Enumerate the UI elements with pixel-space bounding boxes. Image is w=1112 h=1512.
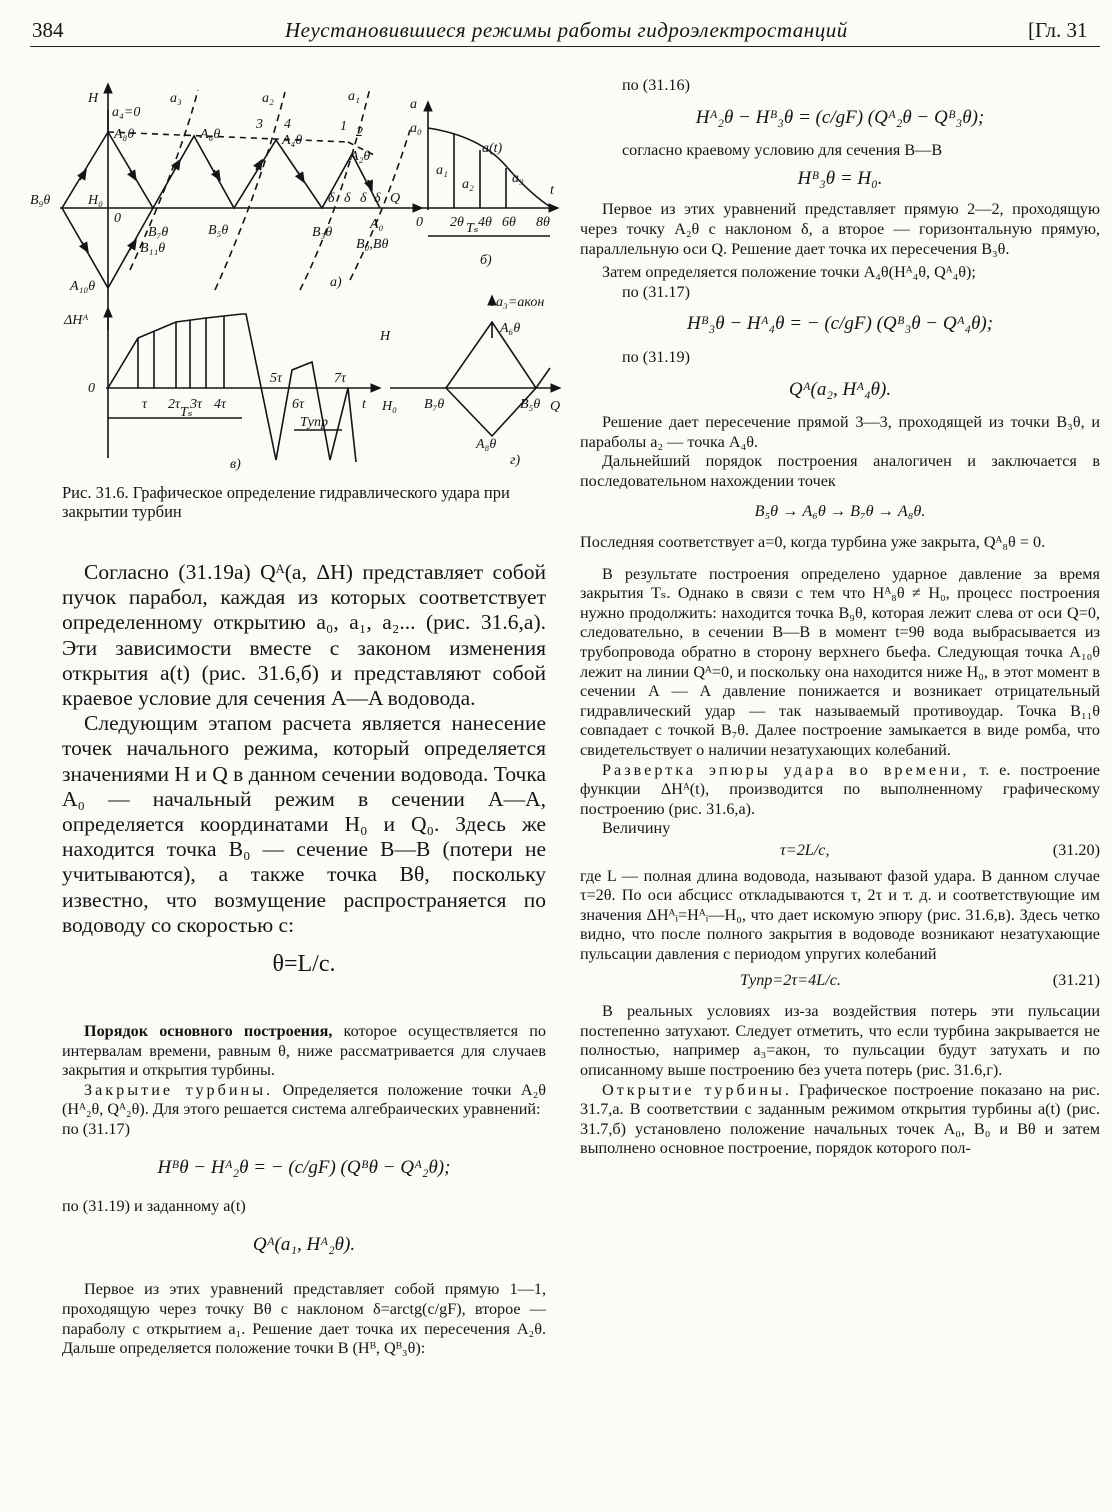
svg-text:a₁: a₁ [348, 89, 360, 104]
chapter-label: [Гл. 31 [1028, 18, 1088, 42]
opening-heading: Открытие турбины. [602, 1080, 792, 1099]
panel-d [390, 296, 560, 436]
paragraph: Согласно (31.19а) Qᴬ(a, ΔH) представляет собой пучок парабол, каждая из которых соответствует определенному открытию a₀, a₁, a₂... (рис. 31.6,а). Эти зависимости вместе с законом изменения открытия a(t) (рис. 31.6,б) и представляют собой краевое условие для сечения A—A водовода. [62, 560, 546, 711]
panel-a-labels [30, 89, 400, 294]
panel-d-labels [379, 295, 560, 468]
svg-text:B₅θ: B₅θ [208, 223, 229, 238]
panel-d-diamond [446, 322, 536, 436]
equation: Qᴬ(a₁, Hᴬ₂θ). [252, 1233, 356, 1255]
svg-text:δ: δ [360, 191, 367, 206]
svg-text:A₄θ: A₄θ [282, 133, 303, 148]
svg-text:δ: δ [374, 191, 381, 206]
svg-text:A₈θ: A₈θ [476, 437, 497, 452]
svg-text:a₃: a₃ [512, 171, 524, 186]
svg-text:B₁₁θ: B₁₁θ [140, 241, 166, 256]
equation-31-21: Tупр=2τ=4L/c. (31.21) [740, 970, 1100, 989]
sweep-heading: Развертка эпюры удара во времени, [602, 760, 970, 779]
svg-text:B₃θ: B₃θ [312, 225, 333, 240]
equation: Hᴮθ − Hᴬ₂θ = − (c/gF) (Qᴮθ − Qᴬ₂θ); [157, 1156, 451, 1178]
svg-text:a(t): a(t) [482, 141, 503, 156]
figure-31-6 [30, 70, 570, 480]
svg-text:A₆θ: A₆θ [500, 321, 521, 336]
paragraph: Последняя соответствует a=0, когда турбина уже закрыта, Qᴬ₈θ = 0. [580, 533, 1046, 552]
svg-text:3: 3 [256, 117, 263, 132]
svg-text:a₁: a₁ [436, 163, 448, 178]
parabola-a2 [215, 92, 285, 290]
svg-text:t: t [550, 183, 554, 198]
svg-text:t: t [362, 397, 366, 412]
svg-text:H₀: H₀ [382, 399, 397, 414]
svg-text:a: a [410, 97, 417, 112]
page-number: 384 [32, 18, 64, 42]
svg-text:B₇θ: B₇θ [148, 225, 169, 240]
left-big-text [62, 560, 546, 977]
svg-text:a): a) [330, 275, 342, 290]
running-title: Неустановившиеся режимы работы гидроэлектростанций [285, 18, 848, 42]
svg-text:B₉θ: B₉θ [30, 193, 51, 208]
basic-heading: Порядок основного построения, [84, 1022, 333, 1040]
panel-b-labels [410, 97, 555, 268]
svg-text:δ: δ [328, 191, 335, 206]
svg-text:б): б) [480, 253, 492, 268]
svg-text:ΔHᴬ: ΔHᴬ [64, 313, 89, 328]
svg-text:в): в) [230, 457, 241, 472]
header-rule [30, 46, 1100, 47]
svg-text:0: 0 [416, 215, 423, 230]
svg-text:a₀: a₀ [410, 121, 422, 136]
svg-text:1: 1 [340, 119, 347, 134]
svg-text:δ: δ [344, 191, 351, 206]
svg-text:Q: Q [550, 399, 561, 414]
paragraph: Первое из этих уравнений представляет собой прямую 1—1, проходящую через точку Bθ с наклоном δ=arctg(c/gF), второе — параболу с открытием a₁. Решение дает точка их пересечения A₂θ. Дальше определяется положение точки B (Hᴮ, Qᴮ₃θ): [62, 1280, 546, 1358]
svg-text:4θ: 4θ [478, 215, 492, 230]
svg-text:a₂: a₂ [262, 91, 274, 106]
paragraph: Следующим этапом расчета является нанесение точек начального режима, который определяется значениями H и Q в данном сечении водовода. Точка A₀ — начальный режим в сечении A—A, определяется координатами H₀ и Q₀. Здесь же находится точка B₀ — сечение B—B (потери не учитываются), а также точка Bθ, поскольку известно, что возмущение распространяется по водоводу со скоростью c: [62, 711, 546, 937]
equation: Hᴮ₃θ − Hᴬ₄θ = − (c/gF) (Qᴮ₃θ − Qᴬ₄θ); [686, 313, 994, 335]
closing-heading: Закрытие турбины. [84, 1080, 274, 1099]
svg-text:A₂θ: A₂θ [350, 149, 371, 164]
theta-equation: θ=L/c. [272, 951, 336, 978]
equation: Hᴬ₂θ − Hᴮ₃θ = (c/gF) (Qᴬ₂θ − Qᴮ₃θ); [695, 106, 985, 128]
equation: Hᴮ₃θ = H₀. [797, 167, 883, 189]
svg-text:B₀,Bθ: B₀,Bθ [356, 237, 389, 252]
svg-text:6τ: 6τ [292, 397, 305, 412]
svg-text:τ: τ [142, 397, 148, 412]
svg-text:0: 0 [114, 211, 121, 226]
svg-text:4: 4 [284, 117, 291, 132]
svg-text:A₈θ: A₈θ [114, 127, 135, 142]
svg-text:2θ: 2θ [450, 215, 464, 230]
paragraph: Дальнейший порядок построения аналогичен и заключается в последовательном нахождении точек [580, 452, 1100, 490]
paragraph: Первое из этих уравнений представляет прямую 2—2, проходящую через точку A₂θ с наклоном δ, а второе — горизонтальную прямую, параллельную оси Q. Решение дает точка их пересечения B₃θ. [580, 200, 1100, 258]
svg-text:a₃: a₃ [170, 91, 182, 106]
svg-text:A₆θ: A₆θ [200, 127, 221, 142]
chain: B₅θ → A₆θ → B₇θ → A₈θ. [754, 501, 926, 520]
parabola-a1 [300, 88, 370, 290]
figure-caption: Рис. 31.6. Графическое определение гидравлического удара при закрытии турбин [62, 483, 510, 521]
svg-text:H: H [380, 329, 391, 344]
svg-text:3τ: 3τ [190, 397, 203, 412]
panel-a [60, 84, 422, 330]
svg-text:2τ: 2τ [168, 397, 181, 412]
svg-text:B₅θ: B₅θ [520, 397, 541, 412]
svg-text:a₂: a₂ [462, 177, 474, 192]
equation: Qᴬ(a₂, Hᴬ₄θ). [788, 378, 892, 400]
svg-text:7τ: 7τ [334, 371, 347, 386]
svg-text:Tₛ: Tₛ [466, 221, 479, 236]
svg-text:Tупр: Tупр [300, 415, 328, 430]
page-header [0, 14, 1112, 48]
panel-a-dashed-line [108, 132, 348, 142]
paragraph: Решение дает пересечение прямой 3—3, проходящей из точки B₃θ, и параболы a₂ — точка A₄θ. [580, 413, 1100, 451]
left-small-text: Порядок основного построения, которое осуществляется по интервалам времени, равным θ, ниже рассматривается для случаев закрытия и открытия турбины. Закрытие турбины. Определяется положение точки A₂θ (Hᴬ₂θ, Qᴬ₂θ). Для этого решается система алгебраических уравнений: по (31.17) Hᴮθ − Hᴬ₂θ = − (c/gF) (Qᴮθ − Qᴬ₂θ); по (31.19) и заданному a(t) Qᴬ(a₁, Hᴬ₂θ). Первое из этих уравнений представляет собой прямую 1—1, проходящую через точку Bθ с наклоном δ=arctg(c/gF), второе — параболу с открытием a₁. Решение дает точка их пересечения A₂θ. Дальше определяется положение точки B (Hᴮ, Qᴮ₃θ): [62, 1022, 546, 1358]
svg-text:Tₛ: Tₛ [180, 405, 193, 420]
svg-text:4τ: 4τ [214, 397, 227, 412]
paragraph: В реальных условиях из-за воздействия потерь эти пульсации постепенно затухают. Следует отметить, что если турбина закрывается не полностью, например a₃=aкон, то пульсации будут затухать и по описанному выше построению без учета потерь (рис. 31.6,г). [580, 1002, 1100, 1079]
svg-text:8θ: 8θ [536, 215, 550, 230]
svg-text:0: 0 [88, 381, 95, 396]
svg-text:A₀: A₀ [370, 217, 384, 232]
svg-text:H₀: H₀ [88, 193, 103, 208]
equation-31-20: τ=2L/c, (31.20) [780, 841, 1100, 859]
svg-text:Q: Q [390, 191, 401, 206]
right-column: по (31.16) Hᴬ₂θ − Hᴮ₃θ = (c/gF) (Qᴬ₂θ − Qᴮ₃θ); согласно краевому условию для сечения B—B Hᴮ₃θ = H₀. Первое из этих уравнений представляет прямую 2—2, проходящую через точку A₂θ с наклоном δ, а второе — горизонтальную прямую, параллельную оси Q. Решение дает точка их пересечения B₃θ. Затем определяется положение точки A₄θ(Hᴬ₄θ, Qᴬ₄θ); по (31.17) Hᴮ₃θ − Hᴬ₄θ = − (c/gF) (Qᴮ₃θ − Qᴬ₄θ); по (31.19) Qᴬ(a₂, Hᴬ₄θ). Решение дает пересечение прямой 3—3, проходящей из точки B₃θ, и параболы a₂ — точка A₄θ. Дальнейший порядок построения аналогичен и заключается в последовательном нахождении точек B₅θ → A₆θ → B₇θ → A₈θ. Последняя соответствует a=0, когда турбина уже закрыта, Qᴬ₈θ = 0. В результате построения определено ударное давление за время закрытия Tₛ. Однако в связи с тем что Hᴬ₈θ ≠ H₀, процесс построения нужно продолжить: находится точка B₉θ, которая лежит слева от оси Q=0, следовательно, в сечении B—B в момент t=9θ вода выбрасывается из трубопровода обратно в сторону верхнего бьефа. Следующая точка A₁₀θ лежит на линии Qᴬ=0, и поскольку она находится ниже H₀, в этот момент в сечении A — A давление понижается и возникает отрицательный гидравлический удар — так называемый противоудар. Точка B₁₁θ совпадает с точкой B₇θ. Далее построение замыкается в виде ромба, что свидетельствует о наличии незатухающих колебаний. Развертка эпюры удара во времени, т. е. построение функции ΔHᴬ(t), производится по выполненному графическому построению (рис. 31.6,а). Величину τ=2L/c, (31.20) где L — полная длина водовода, называют фазой удара. В данном случае τ=2θ. По оси абсцисс откладываются τ, 2τ и т. д. и соответствующие им значения ΔHᴬᵢ=Hᴬᵢ—H₀, что дает искомую эпюру (рис. 31.6,в). Здесь четко видно, что после полного закрытия в водоводе возникают незатухающие пульсации давления с периодом упругих колебаний Tупр=2τ=4L/c. (31.21) В реальных условиях из-за воздействия потерь эти пульсации постепенно затухают. Следует отметить, что если турбина закрывается не полностью, например a₃=aкон, то пульсации будут затухать и по описанному выше построению без учета потерь (рис. 31.6,г). Открытие турбины. Графическое построение показано на рис. 31.7,а. В соответствии с заданным режимом открытия турбины a(t) (рис. 31.7,б) установлено положение начальных точек A₀, B₀ и Bθ и затем выполнено основное построение, порядок которого пол- [580, 76, 1100, 1158]
svg-text:a₃=aкон: a₃=aкон [496, 295, 545, 310]
svg-text:г): г) [510, 453, 521, 468]
svg-text:a₄=0: a₄=0 [112, 105, 141, 120]
svg-text:2: 2 [356, 125, 363, 140]
paragraph: где L — полная длина водовода, называют фазой удара. В данном случае τ=2θ. По оси абсцисс откладываются τ, 2τ и т. д. и соответствующие им значения ΔHᴬᵢ=Hᴬᵢ—H₀, что дает искомую эпюру (рис. 31.6,в). Здесь четко видно, что после полного закрытия в водоводе возникают незатухающие пульсации давления с периодом упругих колебаний [580, 866, 1100, 963]
svg-text:A₁₀θ: A₁₀θ [70, 279, 96, 294]
svg-text:5τ: 5τ [270, 371, 283, 386]
svg-text:B₇θ: B₇θ [424, 397, 445, 412]
svg-text:H: H [88, 91, 99, 106]
paragraph: В результате построения определено ударное давление за время закрытия Tₛ. Однако в связи с тем что Hᴬ₈θ ≠ H₀, процесс построения нужно продолжить: находится точка B₉θ, которая лежит слева от оси Q=0, следовательно, в сечении B—B в момент t=9θ вода выбрасывается из трубопровода обратно в сторону верхнего бьефа. Следующая точка A₁₀θ лежит на линии Qᴬ=0, и поскольку она находится ниже H₀, в этот момент в сечении A — A давление понижается и возникает отрицательный гидравлический удар — так называемый противоудар. Точка B₁₁θ совпадает с точкой B₇θ. Далее построение замыкается в виде ромба, что свидетельствует о наличии незатухающих колебаний. [580, 564, 1100, 760]
svg-text:6θ: 6θ [502, 215, 516, 230]
